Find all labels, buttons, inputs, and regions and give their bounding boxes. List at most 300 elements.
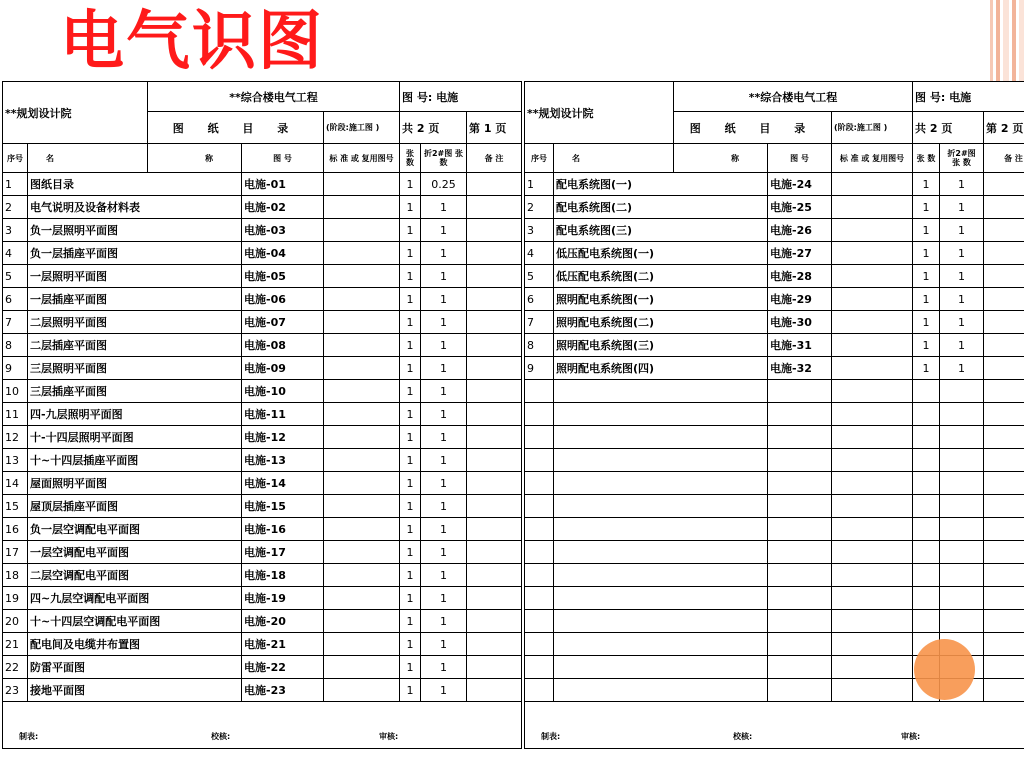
sheet-count: 1 (400, 656, 421, 679)
row-number: 23 (3, 679, 28, 702)
drawing-code: 电施-31 (768, 334, 832, 357)
table-row (3, 380, 522, 403)
sheet-count (913, 426, 940, 449)
remark (467, 449, 522, 472)
folded-count: 1 (421, 357, 467, 380)
drawing-code: 电施-05 (242, 265, 324, 288)
row-number (525, 403, 554, 426)
drawing-name: 防雷平面图 (28, 656, 242, 679)
folded-count (940, 587, 984, 610)
std-drawing-no (324, 541, 400, 564)
drawing-code (768, 541, 832, 564)
drawing-code: 电施-08 (242, 334, 324, 357)
folded-count: 1 (421, 242, 467, 265)
drawing-code (768, 426, 832, 449)
remark (984, 173, 1024, 196)
std-drawing-no (324, 265, 400, 288)
table-row (3, 656, 522, 679)
sheet-count: 1 (913, 357, 940, 380)
std-drawing-no (324, 656, 400, 679)
drawing-code: 电施-17 (242, 541, 324, 564)
checked-by-label: 校核: (211, 732, 231, 741)
row-number (525, 426, 554, 449)
remark (984, 656, 1024, 679)
sheet-count: 1 (400, 564, 421, 587)
drawing-code (768, 679, 832, 702)
remark (984, 564, 1024, 587)
table-row (3, 587, 522, 610)
remark (467, 564, 522, 587)
std-drawing-no (324, 449, 400, 472)
std-drawing-no (832, 288, 913, 311)
std-drawing-no (832, 334, 913, 357)
drawing-code: 电施-30 (768, 311, 832, 334)
drawing-code: 电施-23 (242, 679, 324, 702)
std-drawing-no (324, 495, 400, 518)
remark (984, 357, 1024, 380)
drawing-name (554, 541, 768, 564)
row-number: 22 (3, 656, 28, 679)
col-seq: 序号 (525, 144, 554, 173)
std-drawing-no (324, 472, 400, 495)
drawing-code: 电施-06 (242, 288, 324, 311)
std-drawing-no (832, 587, 913, 610)
made-by-label: 制表: (541, 732, 561, 741)
col-name-b: 称 (674, 144, 768, 173)
row-number: 2 (3, 196, 28, 219)
sheet-count (913, 564, 940, 587)
std-drawing-no (832, 564, 913, 587)
sheet-count (913, 449, 940, 472)
std-drawing-no (832, 541, 913, 564)
row-number: 21 (3, 633, 28, 656)
std-drawing-no (832, 173, 913, 196)
table-row (3, 311, 522, 334)
folded-count: 1 (940, 265, 984, 288)
remark (984, 426, 1024, 449)
drawing-code: 电施-15 (242, 495, 324, 518)
std-drawing-no (324, 311, 400, 334)
sheet-count: 1 (400, 472, 421, 495)
drawing-code (768, 610, 832, 633)
folded-count (940, 403, 984, 426)
table-row (3, 541, 522, 564)
table-row (3, 679, 522, 702)
remark (984, 288, 1024, 311)
col-name: 名 (28, 144, 148, 173)
total-pages: 共 2 页 (400, 112, 467, 144)
drawing-code: 电施-01 (242, 173, 324, 196)
remark (984, 219, 1024, 242)
row-number: 17 (3, 541, 28, 564)
drawing-name (554, 587, 768, 610)
sheet-count: 1 (400, 334, 421, 357)
drawing-code: 电施-28 (768, 265, 832, 288)
sheet-count (913, 541, 940, 564)
drawing-name (554, 472, 768, 495)
std-drawing-no (324, 242, 400, 265)
drawing-name: 十~十四层插座平面图 (28, 449, 242, 472)
sheet-count: 1 (400, 541, 421, 564)
sheet-count: 1 (400, 449, 421, 472)
table-row (3, 518, 522, 541)
folded-count: 1 (421, 587, 467, 610)
drawing-no-label: 图 号: 电施 (400, 82, 522, 112)
folded-count: 1 (940, 196, 984, 219)
page-number: 第 1 页 (467, 112, 522, 144)
row-number: 1 (525, 173, 554, 196)
drawing-name (554, 656, 768, 679)
folded-count: 1 (421, 610, 467, 633)
drawing-name: 二层照明平面图 (28, 311, 242, 334)
row-number: 15 (3, 495, 28, 518)
sheet-count: 1 (400, 311, 421, 334)
std-drawing-no (832, 633, 913, 656)
remark (984, 633, 1024, 656)
remark (984, 196, 1024, 219)
folded-count: 1 (421, 219, 467, 242)
row-number: 18 (3, 564, 28, 587)
folded-count (940, 518, 984, 541)
sheet-count: 1 (913, 265, 940, 288)
table-row (525, 472, 1024, 495)
remark (984, 449, 1024, 472)
folded-count: 1 (421, 679, 467, 702)
table-row (525, 173, 1024, 196)
sheet-count: 1 (400, 495, 421, 518)
folded-count: 1 (421, 311, 467, 334)
drawing-code (768, 564, 832, 587)
col-folded: 折2#图 张 数 (421, 144, 467, 173)
drawing-code (768, 403, 832, 426)
drawing-code: 电施-07 (242, 311, 324, 334)
drawing-name (554, 380, 768, 403)
remark (467, 173, 522, 196)
std-drawing-no (832, 311, 913, 334)
std-drawing-no (324, 518, 400, 541)
remark (467, 311, 522, 334)
std-drawing-no (832, 656, 913, 679)
sheet-count: 1 (913, 288, 940, 311)
table-row (525, 334, 1024, 357)
remark (467, 426, 522, 449)
sheet-count: 1 (400, 679, 421, 702)
row-number: 6 (3, 288, 28, 311)
drawing-code (768, 380, 832, 403)
row-number: 11 (3, 403, 28, 426)
drawing-code: 电施-16 (242, 518, 324, 541)
drawing-name: 配电系统图(二) (554, 196, 768, 219)
drawing-code: 电施-03 (242, 219, 324, 242)
folded-count (940, 495, 984, 518)
row-number (525, 610, 554, 633)
table-row (3, 472, 522, 495)
sheet-count (913, 380, 940, 403)
remark (984, 334, 1024, 357)
std-drawing-no (324, 196, 400, 219)
drawing-code (768, 495, 832, 518)
col-code: 图 号 (242, 144, 324, 173)
folded-count: 1 (940, 288, 984, 311)
drawing-name: 负一层插座平面图 (28, 242, 242, 265)
drawing-code: 电施-19 (242, 587, 324, 610)
sheet-count: 1 (400, 633, 421, 656)
table-row (3, 610, 522, 633)
page-number: 第 2 页 (984, 112, 1024, 144)
folded-count: 1 (421, 288, 467, 311)
row-number: 5 (3, 265, 28, 288)
table-row (3, 633, 522, 656)
std-drawing-no (832, 265, 913, 288)
checked-by-label: 校核: (733, 732, 753, 741)
std-drawing-no (832, 610, 913, 633)
drawing-name (554, 679, 768, 702)
folded-count: 1 (421, 449, 467, 472)
drawing-code: 电施-13 (242, 449, 324, 472)
row-number (525, 656, 554, 679)
table-row (3, 426, 522, 449)
project-name: **综合楼电气工程 (148, 82, 400, 112)
std-drawing-no (324, 587, 400, 610)
remark (984, 587, 1024, 610)
sheet-count: 1 (400, 610, 421, 633)
row-number (525, 495, 554, 518)
col-sheets: 张 数 (400, 144, 421, 173)
drawing-code: 电施-11 (242, 403, 324, 426)
sign-row (3, 702, 522, 749)
std-drawing-no (324, 426, 400, 449)
sheet-count: 1 (400, 173, 421, 196)
org-name: **规划设计院 (3, 82, 148, 144)
std-drawing-no (324, 679, 400, 702)
drawing-name: 三层照明平面图 (28, 357, 242, 380)
table-row (525, 587, 1024, 610)
folded-count (940, 564, 984, 587)
folded-count (940, 472, 984, 495)
table-row (525, 196, 1024, 219)
sheet-count: 1 (400, 403, 421, 426)
drawing-code: 电施-10 (242, 380, 324, 403)
col-std: 标 准 或 复用图号 (324, 144, 400, 173)
remark (467, 288, 522, 311)
directory-title: 图 纸 目 录 (148, 112, 324, 144)
made-by-label: 制表: (19, 732, 39, 741)
remark (984, 679, 1024, 702)
folded-count: 0.25 (421, 173, 467, 196)
row-number: 3 (3, 219, 28, 242)
row-number: 7 (3, 311, 28, 334)
drawing-code: 电施-18 (242, 564, 324, 587)
drawing-code: 电施-29 (768, 288, 832, 311)
row-number (525, 679, 554, 702)
table-row (3, 173, 522, 196)
row-number: 9 (3, 357, 28, 380)
table-row (525, 564, 1024, 587)
folded-count (940, 449, 984, 472)
drawing-code: 电施-32 (768, 357, 832, 380)
std-drawing-no (832, 219, 913, 242)
drawing-code (768, 472, 832, 495)
table-row (525, 311, 1024, 334)
remark (984, 265, 1024, 288)
remark (467, 380, 522, 403)
drawing-name: 一层照明平面图 (28, 265, 242, 288)
folded-count (940, 610, 984, 633)
row-number: 20 (3, 610, 28, 633)
drawing-name: 负一层照明平面图 (28, 219, 242, 242)
table-row (3, 564, 522, 587)
remark (467, 357, 522, 380)
table-row (3, 288, 522, 311)
std-drawing-no (324, 403, 400, 426)
table-row (525, 518, 1024, 541)
drawing-name: 图纸目录 (28, 173, 242, 196)
sheet-count: 1 (400, 426, 421, 449)
drawing-name: 低压配电系统图(一) (554, 242, 768, 265)
drawing-name (554, 403, 768, 426)
stage-label: (阶段:施工图 ) (324, 112, 400, 144)
remark (984, 311, 1024, 334)
remark (467, 196, 522, 219)
row-number: 9 (525, 357, 554, 380)
drawing-name: 配电间及电缆井布置图 (28, 633, 242, 656)
drawing-name: 十-十四层照明平面图 (28, 426, 242, 449)
folded-count (940, 426, 984, 449)
drawing-name (554, 495, 768, 518)
reviewed-by-label: 审核: (901, 732, 921, 741)
col-remark: 备 注 (984, 144, 1024, 173)
std-drawing-no (832, 403, 913, 426)
folded-count (940, 380, 984, 403)
drawing-name: 三层插座平面图 (28, 380, 242, 403)
drawing-code (768, 633, 832, 656)
drawing-code: 电施-24 (768, 173, 832, 196)
folded-count: 1 (940, 242, 984, 265)
col-name: 名 (554, 144, 674, 173)
remark (467, 403, 522, 426)
folded-count: 1 (940, 219, 984, 242)
drawing-name: 照明配电系统图(二) (554, 311, 768, 334)
remark (984, 518, 1024, 541)
drawing-no-label: 图 号: 电施 (913, 82, 1024, 112)
sheet-count: 1 (400, 219, 421, 242)
drawing-name: 照明配电系统图(三) (554, 334, 768, 357)
row-number (525, 541, 554, 564)
remark (467, 334, 522, 357)
col-remark: 备 注 (467, 144, 522, 173)
drawing-name: 屋面照明平面图 (28, 472, 242, 495)
folded-count: 1 (421, 656, 467, 679)
col-folded: 折2#图 张 数 (940, 144, 984, 173)
folded-count (940, 541, 984, 564)
table-row (3, 242, 522, 265)
row-number (525, 472, 554, 495)
row-number: 13 (3, 449, 28, 472)
table-row (525, 242, 1024, 265)
table-row (3, 196, 522, 219)
drawing-name: 二层插座平面图 (28, 334, 242, 357)
std-drawing-no (832, 242, 913, 265)
drawing-name: 屋顶层插座平面图 (28, 495, 242, 518)
std-drawing-no (324, 380, 400, 403)
folded-count: 1 (421, 334, 467, 357)
folded-count: 1 (421, 518, 467, 541)
drawing-code (768, 656, 832, 679)
sheet-count: 1 (400, 518, 421, 541)
table-row (525, 288, 1024, 311)
drawing-name: 四-九层照明平面图 (28, 403, 242, 426)
drawing-code: 电施-27 (768, 242, 832, 265)
std-drawing-no (832, 357, 913, 380)
drawing-code (768, 518, 832, 541)
col-sheets: 张 数 (913, 144, 940, 173)
folded-count: 1 (421, 541, 467, 564)
remark (467, 472, 522, 495)
folded-count: 1 (421, 472, 467, 495)
table-row (3, 265, 522, 288)
drawing-name: 电气说明及设备材料表 (28, 196, 242, 219)
row-number (525, 518, 554, 541)
drawing-name: 照明配电系统图(一) (554, 288, 768, 311)
table-row (3, 449, 522, 472)
sheet-count: 1 (913, 196, 940, 219)
std-drawing-no (324, 288, 400, 311)
folded-count: 1 (421, 633, 467, 656)
remark (467, 541, 522, 564)
drawing-name: 照明配电系统图(四) (554, 357, 768, 380)
row-number: 4 (3, 242, 28, 265)
std-drawing-no (324, 564, 400, 587)
row-number: 10 (3, 380, 28, 403)
drawing-code: 电施-25 (768, 196, 832, 219)
slide-title: 电气识图 (60, 5, 324, 79)
folded-count: 1 (421, 196, 467, 219)
std-drawing-no (324, 219, 400, 242)
folded-count: 1 (421, 495, 467, 518)
row-number: 19 (3, 587, 28, 610)
drawing-name: 十~十四层空调配电平面图 (28, 610, 242, 633)
row-number (525, 449, 554, 472)
table-row (525, 219, 1024, 242)
row-number: 14 (3, 472, 28, 495)
remark (467, 495, 522, 518)
reviewed-by-label: 审核: (379, 732, 399, 741)
remark (984, 610, 1024, 633)
col-code: 图 号 (768, 144, 832, 173)
row-number: 1 (3, 173, 28, 196)
sheet-count (913, 610, 940, 633)
sheet-count (913, 495, 940, 518)
row-number: 7 (525, 311, 554, 334)
drawing-code: 电施-20 (242, 610, 324, 633)
drawing-name (554, 633, 768, 656)
table-row (3, 495, 522, 518)
drawing-name: 配电系统图(三) (554, 219, 768, 242)
drawing-code: 电施-21 (242, 633, 324, 656)
drawing-name (554, 426, 768, 449)
drawing-name: 接地平面图 (28, 679, 242, 702)
folded-count: 1 (940, 311, 984, 334)
table-row (525, 403, 1024, 426)
sheet-count: 1 (400, 288, 421, 311)
remark (467, 679, 522, 702)
drawing-index-table (2, 81, 522, 749)
sheet-count (913, 587, 940, 610)
std-drawing-no (832, 449, 913, 472)
remark (984, 242, 1024, 265)
std-drawing-no (832, 679, 913, 702)
row-number (525, 380, 554, 403)
